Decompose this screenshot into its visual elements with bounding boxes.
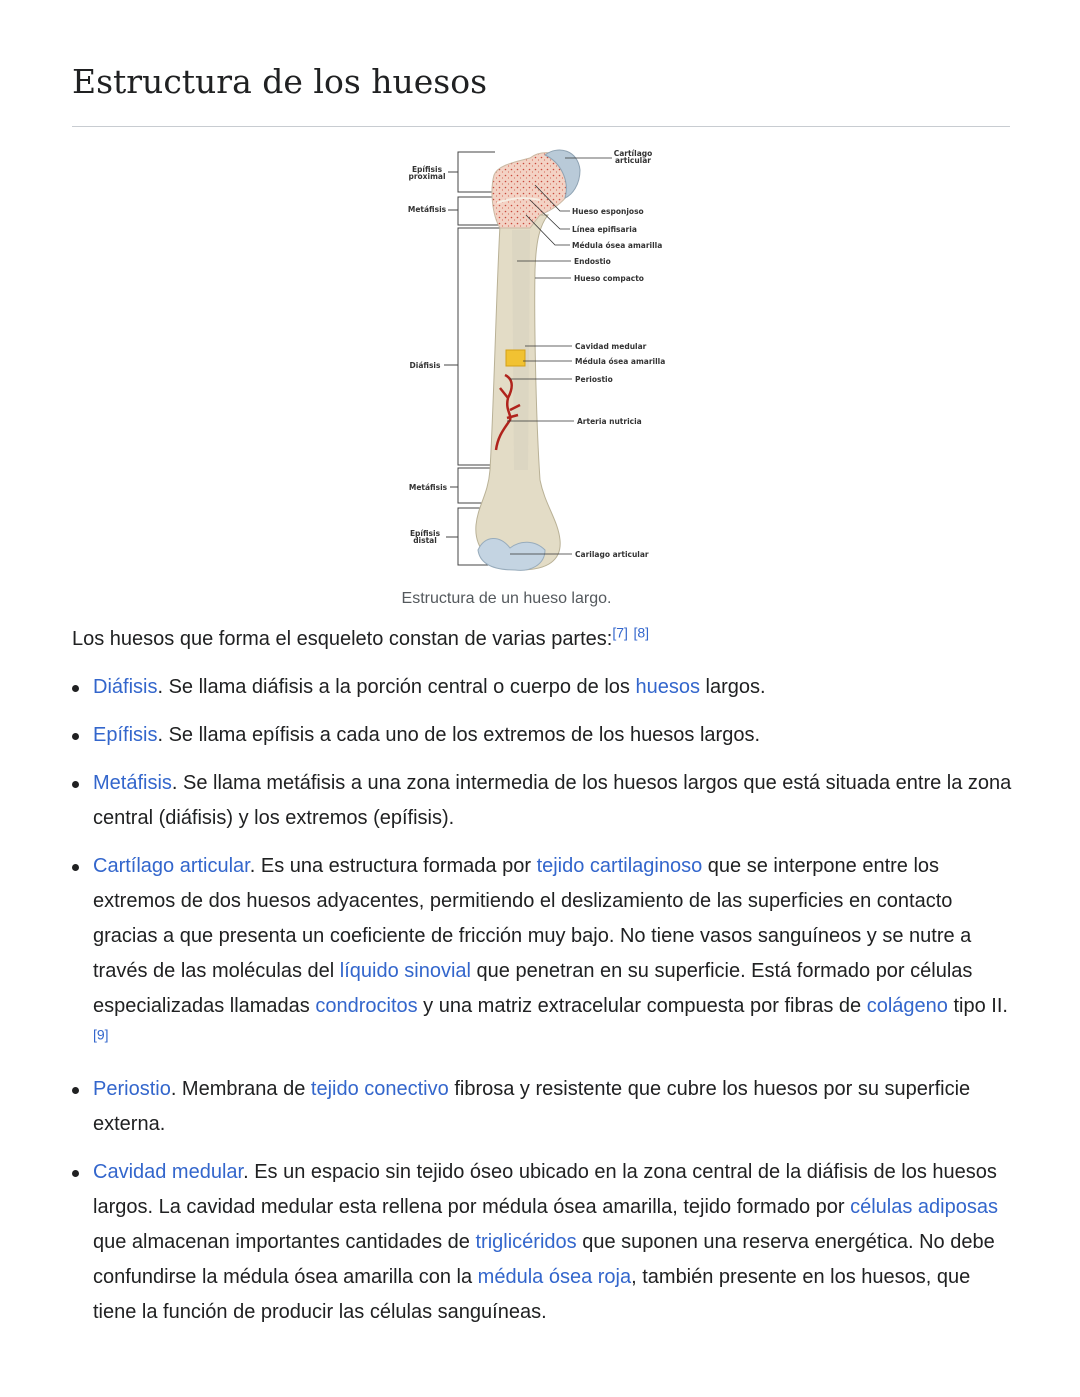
wiki-link[interactable]: Periostio [93, 1078, 171, 1100]
list-item [72, 670, 1012, 705]
intro-text: Los huesos que forma el esqueleto constan de varias partes: [72, 628, 613, 650]
list-item-text: . Membrana de [170, 1078, 311, 1100]
long-bone-diagram[interactable] [400, 140, 680, 580]
wiki-link[interactable]: Cavidad medular [93, 1161, 244, 1183]
wiki-link[interactable]: Diáfisis [93, 676, 158, 698]
wiki-link[interactable]: Cartílago articular [93, 855, 250, 877]
wiki-link[interactable]: colágeno [866, 995, 948, 1017]
list-item-text: que se interpone entre los extremos de dos huesos adyacentes, permitiendo el deslizamiento de las superficies en contacto gracias a que presenta un coeficiente de fricción muy bajo. No tiene vasos sanguíneos y se nutre a través de las moléculas del [93, 855, 972, 982]
label-arteria-nutricia: Arteria nutricia [577, 417, 642, 426]
wiki-link[interactable]: triglicéridos [475, 1231, 577, 1253]
intro-paragraph [72, 624, 650, 651]
yellow-marrow [506, 350, 525, 366]
list-item-text: que almacenan importantes cantidades de [93, 1231, 476, 1253]
wiki-link[interactable]: líquido sinovial [339, 960, 471, 982]
label-cavidad-medular: Cavidad medular [575, 342, 647, 351]
list-item [72, 1155, 1012, 1330]
wiki-link[interactable]: Metáfisis [93, 772, 172, 794]
label-metafisis-bottom: Metáfisis [408, 483, 448, 492]
list-item-text: fibrosa y resistente que cubre los huesos por su superficie externa. [93, 1078, 971, 1135]
list-item-text: , también presente en los huesos, que tiene la función de producir las células sanguíneas. [93, 1266, 971, 1323]
list-item-text: que suponen una reserva energética. No debe confundirse la médula ósea amarilla con la [93, 1231, 995, 1288]
list-item-text: tipo II. [947, 995, 1008, 1017]
list-item-text: . Se llama epífisis a cada uno de los extremos de los huesos largos. [157, 724, 761, 746]
wiki-link[interactable]: huesos [635, 676, 700, 698]
list-item [72, 718, 1012, 753]
section-heading: Estructura de los huesos [72, 62, 488, 101]
wiki-link[interactable]: tejido cartilaginoso [536, 855, 703, 877]
label-linea-epifisaria: Línea epifisaria [572, 225, 637, 234]
label-periostio: Periostio [575, 375, 613, 384]
wiki-link[interactable]: células adiposas [850, 1196, 998, 1218]
list-item-text: . Es una estructura formada por [249, 855, 537, 877]
label-medula-top: Médula ósea amarilla [572, 241, 663, 250]
reference-link[interactable]: [8] [633, 624, 650, 641]
label-endostio: Endostio [574, 257, 611, 266]
list-item-text: y una matriz extracelular compuesta por fibras de [417, 995, 867, 1017]
bone-parts-list [72, 670, 1012, 1343]
label-cartilago-top-1: Cartílago [613, 149, 653, 158]
wiki-link[interactable]: tejido conectivo [310, 1078, 449, 1100]
wiki-link[interactable]: condrocitos [315, 995, 418, 1017]
label-cartilago-bottom: Carilago articular [575, 550, 649, 559]
label-metafisis-top: Metáfisis [407, 205, 447, 214]
list-item [72, 766, 1012, 836]
reference-link[interactable]: [7] [612, 624, 628, 641]
label-epifisis-distal-1: Epífisis [409, 529, 441, 538]
label-medula-bottom: Médula ósea amarilla [575, 357, 666, 366]
wiki-link[interactable]: médula ósea roja [477, 1266, 632, 1288]
label-epifisis-proximal-1: Epífisis [411, 165, 443, 174]
reference-link[interactable]: [9] [93, 1026, 109, 1043]
list-item [72, 1072, 1012, 1142]
list-item-text: largos. [699, 676, 766, 698]
label-diafisis: Diáfisis [409, 361, 441, 370]
list-item-text: . Se llama metáfisis a una zona intermedia de los huesos largos que está situada entre la zona central (diáfisis) y los extremos (epífisis). [93, 772, 1012, 829]
figure-caption: Estructura de un hueso largo. [401, 590, 612, 607]
wiki-link[interactable]: Epífisis [93, 724, 158, 746]
label-hueso-compacto: Hueso compacto [574, 274, 644, 283]
label-hueso-esponjoso: Hueso esponjoso [572, 207, 644, 216]
label-epifisis-proximal-2: proximal [408, 172, 446, 181]
label-cartilago-top-2: articular [614, 156, 652, 165]
list-item [72, 849, 1012, 1059]
label-epifisis-distal-2: distal [413, 536, 437, 545]
list-item-text: . Es un espacio sin tejido óseo ubicado en la zona central de la diáfisis de los huesos largos. La cavidad medular esta rellena por médula ósea amarilla, tejido formado por [93, 1161, 997, 1218]
heading-divider [72, 126, 1010, 127]
list-item-text: . Se llama diáfisis a la porción central o cuerpo de los [157, 676, 636, 698]
list-item-text: que penetran en su superficie. Está formado por células especializadas llamadas [93, 960, 973, 1017]
